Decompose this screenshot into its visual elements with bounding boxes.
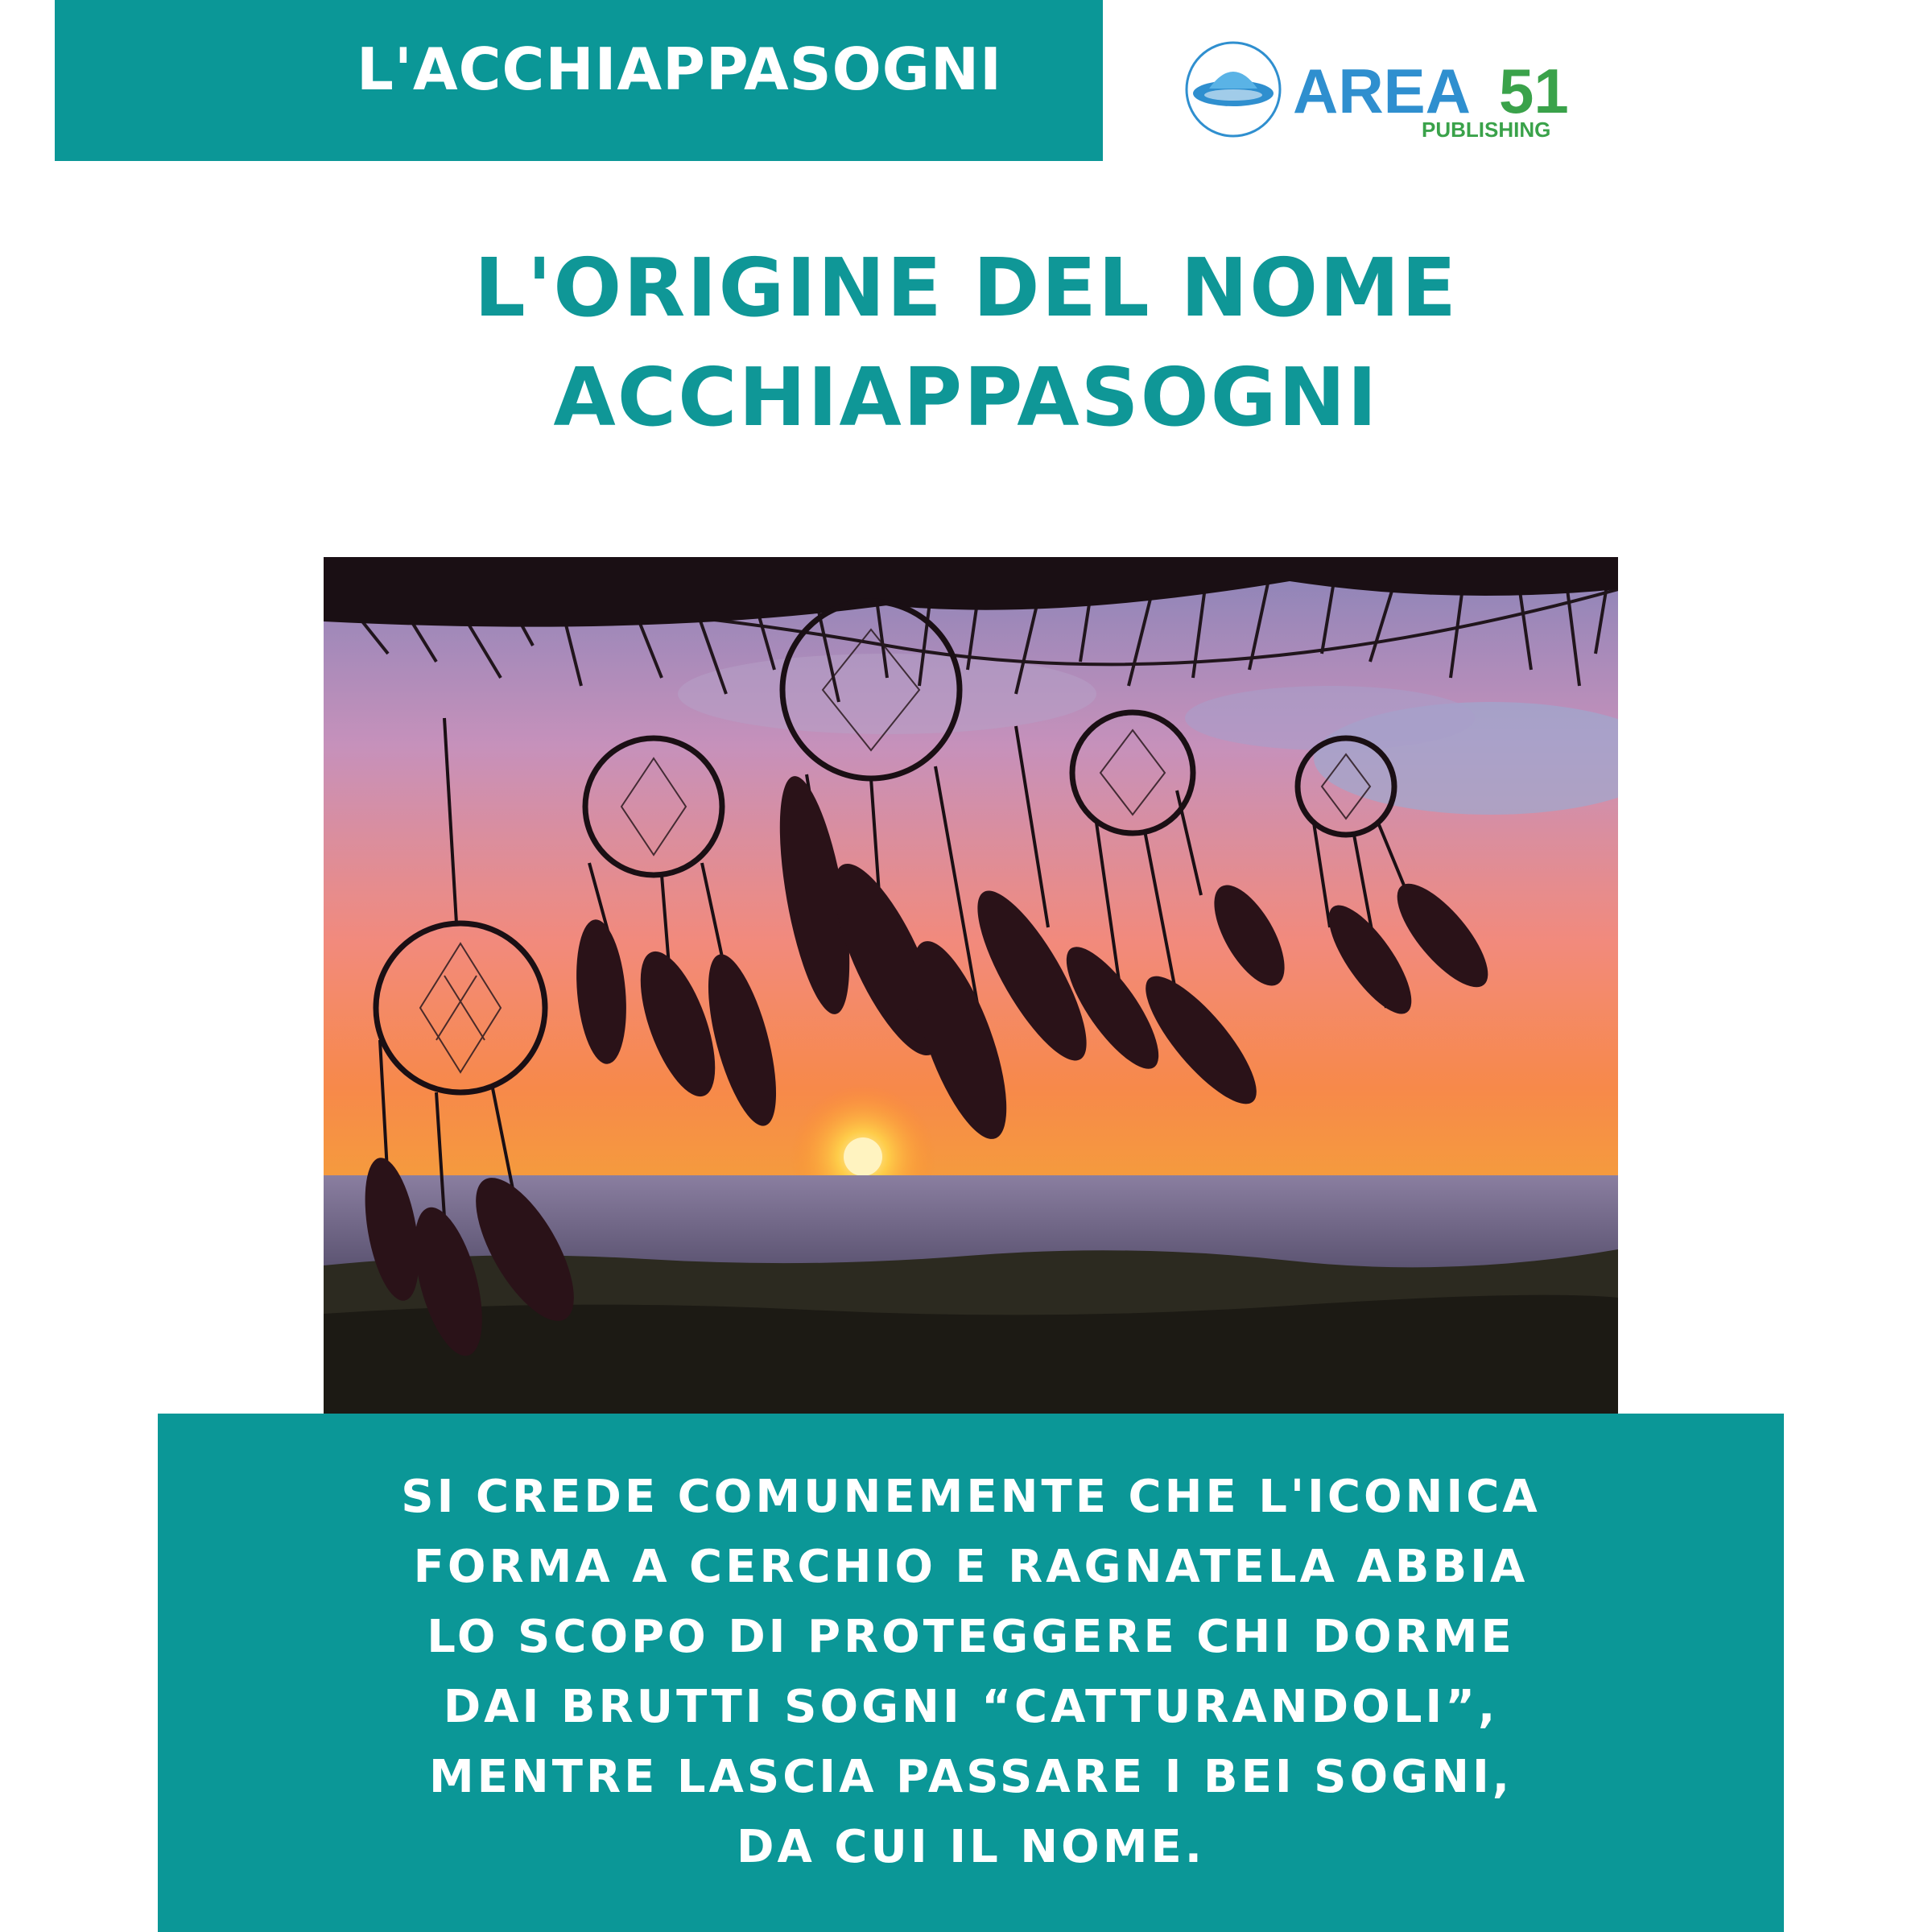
description-line-4: DAI BRUTTI SOGNI “CATTURANDOLI”, bbox=[443, 1681, 1499, 1733]
description-line-3: LO SCOPO DI PROTEGGERE CHI DORME bbox=[427, 1611, 1515, 1663]
page-title-line-2: ACCHIAPPASOGNI bbox=[553, 350, 1379, 444]
description-line-2: FORMA A CERCHIO E RAGNATELA ABBIA bbox=[413, 1541, 1529, 1593]
logo-name: AREA bbox=[1293, 56, 1472, 126]
description-line-6: DA CUI IL NOME. bbox=[737, 1821, 1205, 1873]
logo-subtitle: PUBLISHING bbox=[1422, 118, 1551, 142]
page-title bbox=[0, 233, 1932, 452]
top-banner bbox=[55, 0, 1103, 161]
logo-number: 51 bbox=[1499, 56, 1569, 126]
banner-title: L'ACCHIAPPASOGNI bbox=[357, 35, 1002, 103]
ufo-icon bbox=[1187, 43, 1280, 136]
description-panel bbox=[158, 1414, 1784, 1932]
area51-publishing-logo bbox=[1182, 39, 1584, 143]
dreamcatcher-sunset-photo bbox=[324, 557, 1618, 1414]
page-title-line-1: L'ORIGINE DEL NOME bbox=[473, 241, 1459, 335]
description-line-5: MENTRE LASCIA PASSARE I BEI SOGNI, bbox=[428, 1751, 1513, 1803]
description-text bbox=[158, 1462, 1784, 1882]
description-line-1: SI CREDE COMUNEMENTE CHE L'ICONICA bbox=[401, 1471, 1541, 1523]
